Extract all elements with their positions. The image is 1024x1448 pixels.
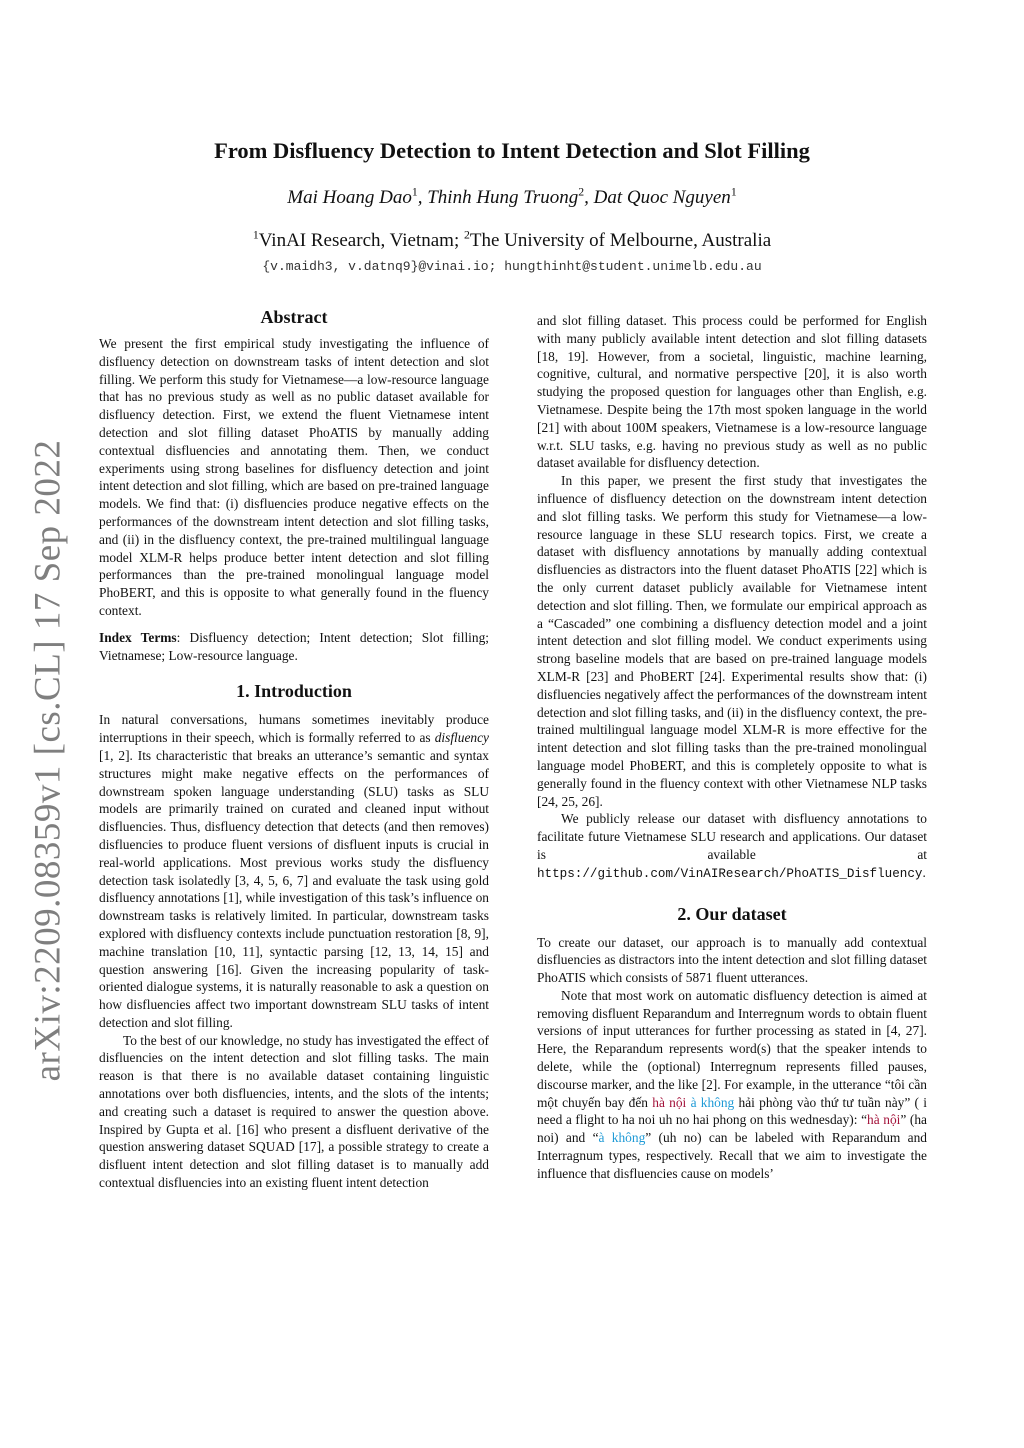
intro-p4-end: . [922, 864, 926, 880]
example-interregnum-quote: à không [598, 1130, 646, 1146]
author-list [0, 187, 1024, 209]
left-column [99, 305, 489, 1192]
affil-text: VinAI Research, Vietnam; [258, 230, 464, 251]
author-emails: {v.maidh3, v.datnq9}@vinai.io; hungthinht@student.unimelb.edu.au [262, 259, 762, 274]
abstract-text: We present the first empirical study investigating the influence of disfluency detection on downstream tasks of intent detection and slot filling. We perform this study for Vietnamese—a low-resource language that has no previous study as well as no public dataset available for disfluency detection. First, we extend the fluent Vietnamese intent detection and slot filling dataset PhoATIS by manually adding contextual disfluencies and annotating them. Then, we conduct experiments using strong baselines for disfluency detection and joint intent detection and slot filling, which are based on pre-trained language models. We find that: (i) disfluencies produce negative effects on the performances of the downstream intent detection and slot filling tasks, and (ii) in the disfluency context, the pre-trained multilingual language model XLM-R helps produce better intent detection and slot filling performances than the pre-trained monolingual language model PhoBERT, and this is opposite to what generally found in the fluency context. [99, 336, 489, 618]
abstract-heading: Abstract [260, 307, 328, 327]
author-name: Mai Hoang Dao [287, 187, 412, 208]
intro-p1-text: In natural conversations, humans sometimes inevitably produce interruptions in their speech, which is formally referred to as [99, 712, 489, 746]
intro-p1-emphasis: disfluency [434, 730, 489, 746]
intro-p4-text: We publicly release our dataset with disfluency annotations to facilitate future Vietnamese SLU research and applications. Our dataset is available at [537, 811, 927, 862]
dataset-paragraph-2 [537, 987, 927, 1183]
example-reparandum-quote: hà nội [867, 1112, 901, 1128]
affiliations [0, 230, 1024, 252]
intro-paragraph-3: In this paper, we present the first study that investigates the influence of disfluency detection on the downstream intent detection and slot filling tasks. We perform this study for Vietnamese—a low-resource language in these SLU research topics. First, we create a dataset with disfluency annotations by manually adding contextual disfluencies as distractors into the fluent dataset PhoATIS [22] which is the only current dataset publicly available for Vietnamese intent detection and slot filling. Then, we formulate our empirical approach as a “Cascaded” one combining a disfluency detection model and a joint intent detection and slot filling model. We conduct experiments using strong baseline models that are based on pre-trained language models XLM-R [23] and PhoBERT [24]. Experimental results show that: (i) disfluencies negatively affect the performances of the downstream intent detection and slot filling tasks, and (ii) in the disfluency context, the pre-trained multilingual language model XLM-R is more effective for the intent detection and slot filling tasks than the pre-trained monolingual language model PhoBERT, and this is completely opposite to what is generally found in the fluency context with other Vietnamese NLP tasks [24, 25, 26]. [537, 473, 927, 809]
dataset-p2-text-b: hải phòng vào thứ tư tuần này” ( i need a flight to ha noi uh no hai phong on this wednesday): “ [537, 1094, 928, 1128]
author-name: Dat Quoc Nguyen [593, 187, 731, 208]
dataset-p2-text-d: ” (uh no) can be labeled with Reparandum and Interragnum types, respectively. Recall that we aim to investigate the influence that disfluencies cause on models’ [537, 1130, 927, 1181]
index-terms-label: Index Terms [99, 629, 177, 645]
affil-text: The University of Melbourne, Australia [469, 230, 772, 251]
arxiv-sidebar [18, 439, 78, 1081]
right-column [537, 312, 927, 1183]
dataset-p2-text: Note that most work on automatic disfluency detection is aimed at removing disfluent Reparandum and Interregnum words to obtain fluent versions of input utterances for further processing as stated in [4, 27]. Here, the Reparandum represents word(s) that the speaker intends to delete, while the (optional) Interregnum represents filled pauses, discourse marker, and the like [2]. For example, in the utterance “tôi cần một chuyến bay đến [537, 987, 927, 1110]
intro-paragraph-4 [537, 810, 927, 883]
author-affil-mark: 2 [578, 185, 585, 199]
affil-mark: 1 [252, 228, 259, 242]
affil-mark: 2 [463, 228, 470, 242]
dataset-p2-text-c: ” (ha noi) and “ [537, 1112, 927, 1146]
intro-heading: 1. Introduction [236, 681, 352, 702]
intro-paragraph-2: To the best of our knowledge, no study has investigated the effect of disfluencies on the intent detection and slot filling tasks. The main reason is that there is no available dataset containing linguistic annotations over both disfluencies, intents, and the slots of the intents; and creating such a dataset is required to answer the question above. Inspired by Gupta et al. [16] who present a disfluent derivative of the question answering dataset SQUAD [17], a possible strategy to create a disfluent intent detection and slot filling dataset is to manually add contextual disfluencies into an existing fluent intent detection [99, 1032, 489, 1191]
index-terms-text: : Disfluency detection; Intent detection; Slot filling; Vietnamese; Low-resource language. [99, 629, 489, 663]
arxiv-identifier: arXiv:2209.08359v1 [cs.CL] 17 Sep 2022 [27, 439, 69, 1081]
intro-paragraph-2-cont: and slot filling dataset. This process could be performed for English with many publicly available intent detection and slot filling datasets [18, 19]. However, from a societal, linguistic, machine learning, cognitive, cultural, and normative perspective [20], it is also worth studying the proposed question for languages other than English, e.g. Vietnamese. Despite being the 17th most spoken language in the world [21] with about 100M speakers, Vietnamese is a low-resource language w.r.t. SLU tasks, e.g. having no previous study as well as no public dataset available for disfluency detection. [537, 313, 927, 471]
intro-paragraph-1 [99, 711, 489, 1031]
intro-p1-text-cont: [1, 2]. Its characteristic that breaks an utterance’s semantic and syntax structures might make negative effects on the performances of downstream spoken language understanding (SLU) tasks as SLU models are primarily trained on curated and cleaned input without disfluencies. Thus, disfluency detection that detects (and then removes) disfluencies to produce fluent versions of disfluent inputs is crucial in real-world applications. Most previous works study the disfluency detection task isolatedly [3, 4, 5, 6, 7] and evaluate the task using gold disfluency annotations [1], while investigation of this task’s influence on downstream tasks is relatively limited. In particular, downstream tasks explored with disfluency contexts include punctuation restoration [8, 9], machine translation [10, 11], syntactic parsing [12, 13, 14, 15] and question answering [16]. Given the increasing popularity of task-oriented dialogue systems, it is naturally reasonable to ask a question on how disfluencies affect two important downstream SLU tasks of intent detection and slot filling. [99, 747, 489, 1030]
author-separator: , [417, 187, 428, 208]
dataset-url-link[interactable]: https://github.com/VinAIResearch/PhoATIS_Disfluency [537, 866, 923, 881]
author-affil-mark: 1 [411, 185, 418, 199]
author-name: Thinh Hung Truong [427, 187, 579, 208]
dataset-paragraph-1: To create our dataset, our approach is to manually add contextual disfluencies as distractors into the intent detection and slot filling dataset PhoATIS which consists of 5871 fluent utterances. [537, 934, 927, 986]
paper-title: From Disfluency Detection to Intent Detection and Slot Filling [214, 138, 810, 163]
dataset-heading: 2. Our dataset [677, 903, 787, 924]
example-interregnum: à không [690, 1094, 735, 1110]
example-reparandum: hà nội [652, 1094, 687, 1110]
author-affil-mark: 1 [730, 185, 737, 199]
author-separator: , [584, 187, 594, 208]
index-terms [99, 629, 489, 665]
